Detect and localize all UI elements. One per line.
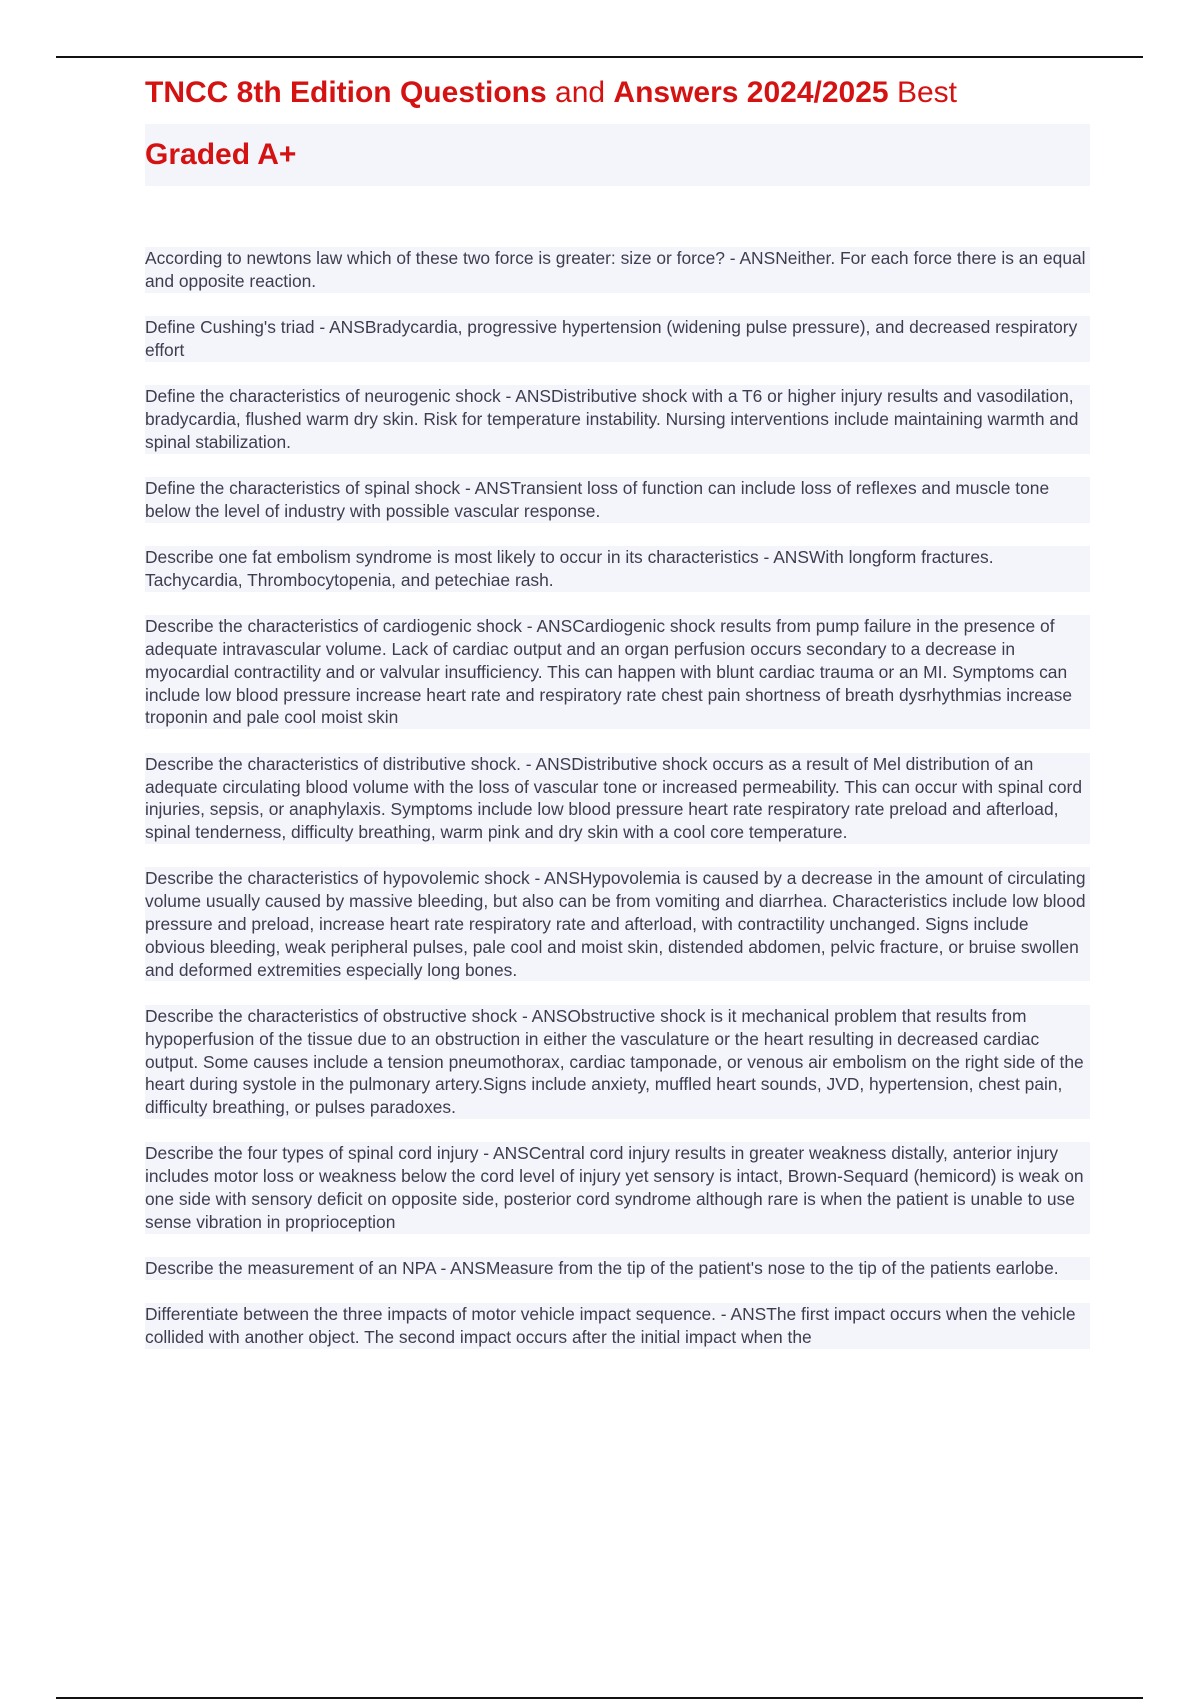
qa-entry: Define the characteristics of neurogenic shock - ANSDistributive shock with a T6 or higher injury results and vasodilation, bradycardia, flushed warm dry skin. Risk for temperature instability. Nursing interventions include maintaining warmth and spinal stabilization. bbox=[145, 385, 1090, 453]
title-line-1 bbox=[145, 62, 1090, 124]
title-part-3: Answers 2024/2025 bbox=[613, 76, 889, 109]
qa-entry: Describe one fat embolism syndrome is most likely to occur in its characteristics - ANSWith longform fractures. Tachycardia, Thrombocytopenia, and petechiae rash. bbox=[145, 546, 1090, 592]
title-part-4: Best bbox=[888, 76, 957, 109]
qa-entry: Describe the four types of spinal cord injury - ANSCentral cord injury results in greater weakness distally, anterior injury includes motor loss or weakness below the cord level of injury yet sensory is intact, Brown-Sequard (hemicord) is weak on one side with sensory deficit on opposite side, posterior cord syndrome although rare is when the patient is unable to use sense vibration in proprioception bbox=[145, 1142, 1090, 1233]
bottom-rule bbox=[56, 1697, 1143, 1699]
qa-entry: Describe the measurement of an NPA - ANSMeasure from the tip of the patient's nose to the tip of the patients earlobe. bbox=[145, 1257, 1090, 1280]
document-title bbox=[145, 62, 1090, 186]
qa-entry: Describe the characteristics of distributive shock. - ANSDistributive shock occurs as a result of Mel distribution of an adequate circulating blood volume with the loss of vascular tone or increased permeability. This can occur with spinal cord injuries, sepsis, or anaphylaxis. Symptoms include low blood pressure heart rate respiratory rate preload and afterload, spinal tenderness, difficulty breathing, warm pink and dry skin with a cool core temperature. bbox=[145, 753, 1090, 844]
top-rule bbox=[56, 56, 1143, 58]
qa-entry: Differentiate between the three impacts of motor vehicle impact sequence. - ANSThe first impact occurs when the vehicle collided with another object. The second impact occurs after the initial impact when the bbox=[145, 1303, 1090, 1349]
qa-entry: Describe the characteristics of cardiogenic shock - ANSCardiogenic shock results from pump failure in the presence of adequate intravascular volume. Lack of cardiac output and an organ perfusion occurs secondary to a decrease in myocardial contractility and or valvular insufficiency. This can happen with blunt cardiac trauma or an MI. Symptoms can include low blood pressure increase heart rate and respiratory rate chest pain shortness of breath dysrhythmias increase troponin and pale cool moist skin bbox=[145, 615, 1090, 729]
qa-entry: Describe the characteristics of hypovolemic shock - ANSHypovolemia is caused by a decrease in the amount of circulating volume usually caused by massive bleeding, but also can be from vomiting and diarrhea. Characteristics include low blood pressure and preload, increase heart rate respiratory rate and afterload, with contractility unchanged. Signs include obvious bleeding, weak peripheral pulses, pale cool and moist skin, distended abdomen, pelvic fracture, or bruise swollen and deformed extremities especially long bones. bbox=[145, 867, 1090, 981]
qa-list bbox=[145, 247, 1090, 1372]
qa-entry: According to newtons law which of these two force is greater: size or force? - ANSNeither. For each force there is an equal and opposite reaction. bbox=[145, 247, 1090, 293]
title-part-5: Graded A+ bbox=[145, 138, 297, 171]
qa-entry: Define the characteristics of spinal shock - ANSTransient loss of function can include loss of reflexes and muscle tone below the level of industry with possible vascular response. bbox=[145, 477, 1090, 523]
title-line-2 bbox=[145, 124, 1090, 186]
title-part-1: TNCC 8th Edition Questions bbox=[145, 76, 547, 109]
qa-entry: Describe the characteristics of obstructive shock - ANSObstructive shock is it mechanical problem that results from hypoperfusion of the tissue due to an obstruction in either the vasculature or the heart resulting in decreased cardiac output. Some causes include a tension pneumothorax, cardiac tamponade, or venous air embolism on the right side of the heart during systole in the pulmonary artery.Signs include anxiety, muffled heart sounds, JVD, hypertension, chest pain, difficulty breathing, or pulses paradoxes. bbox=[145, 1005, 1090, 1119]
qa-entry: Define Cushing's triad - ANSBradycardia, progressive hypertension (widening pulse pressure), and decreased respiratory effort bbox=[145, 316, 1090, 362]
title-part-2: and bbox=[546, 76, 614, 109]
